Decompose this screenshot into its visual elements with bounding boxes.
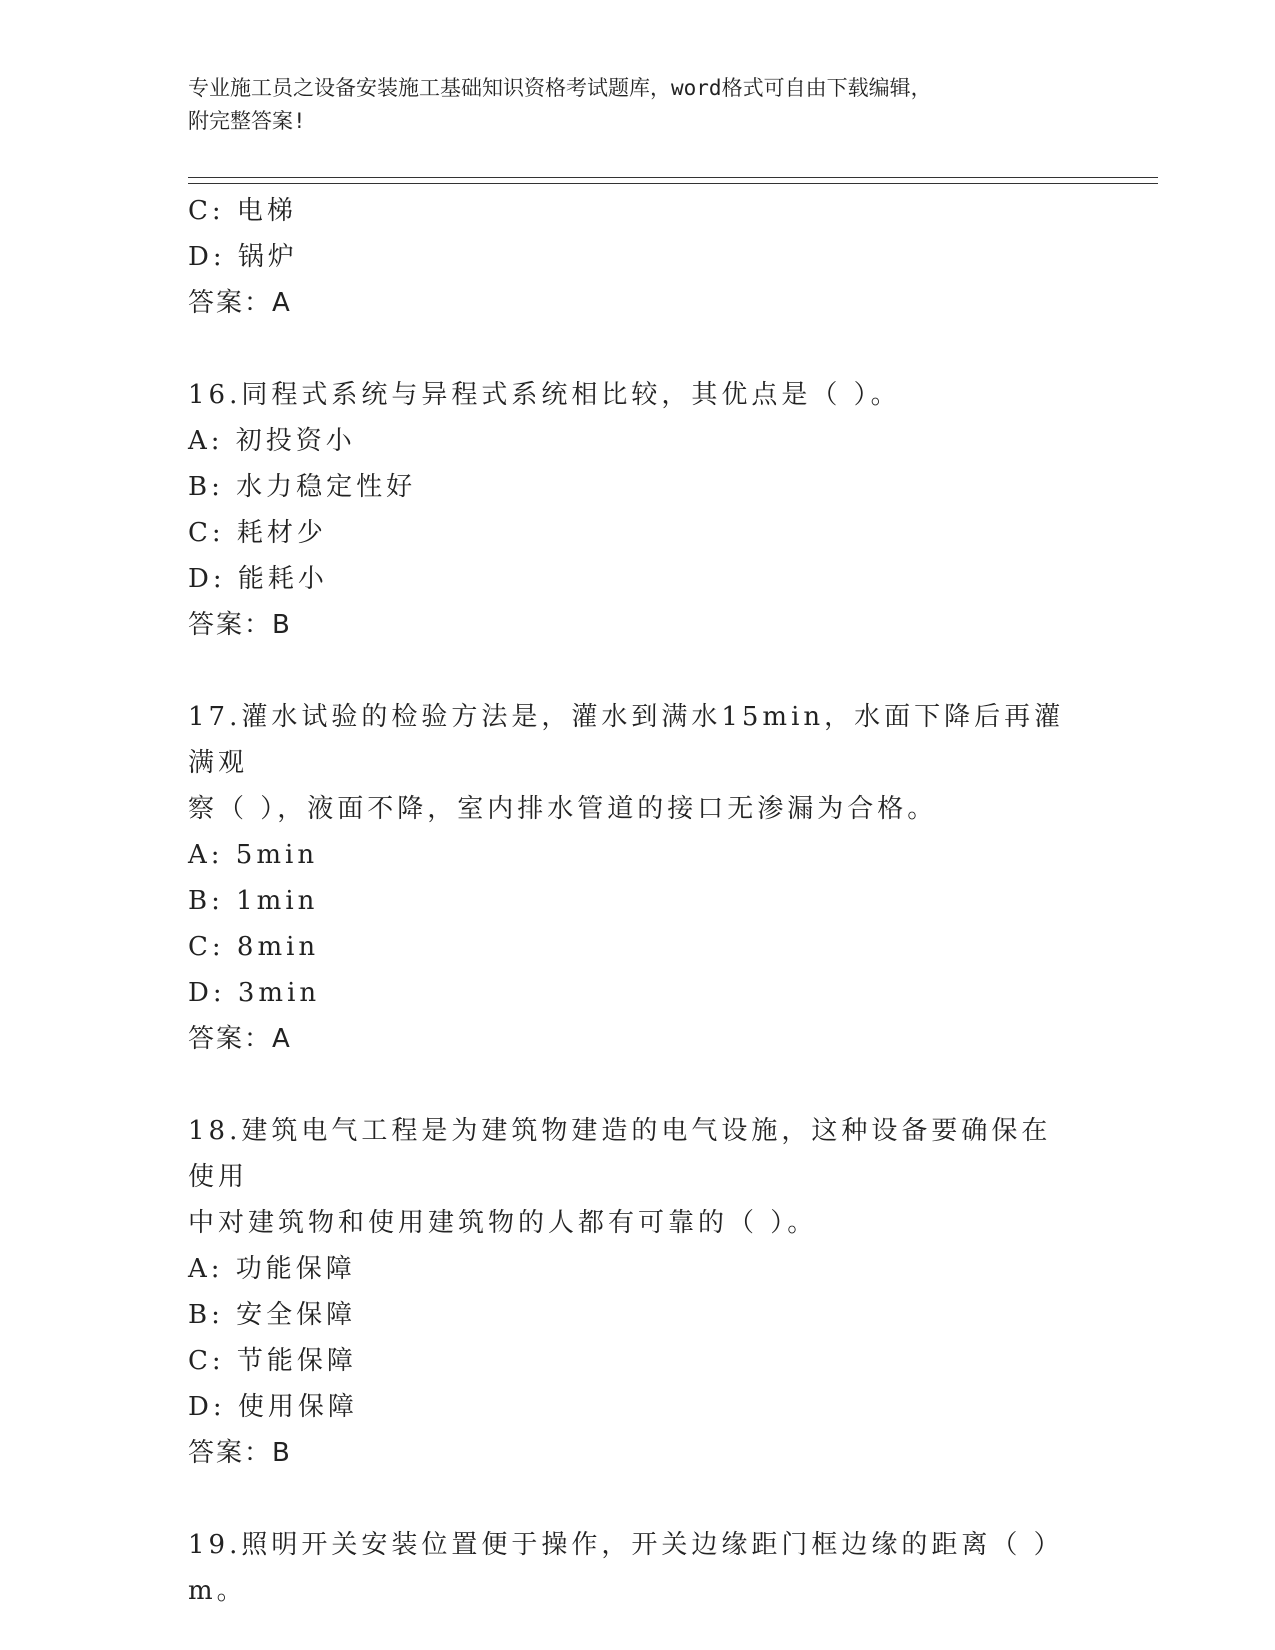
- document-header: [188, 72, 1088, 138]
- header-divider-top: [188, 177, 1158, 178]
- option-b: B: 1min: [188, 886, 319, 916]
- option-c: C: 8min: [188, 932, 320, 962]
- question-text-continued: 察（ ），液面不降，室内排水管道的接口无渗漏为合格。: [188, 794, 938, 824]
- option-a: A: 初投资小: [188, 426, 356, 456]
- question-text: 18.建筑电气工程是为建筑物建造的电气设施，这种设备要确保在使用: [188, 1116, 1052, 1192]
- option-c: C: 节能保障: [188, 1346, 357, 1376]
- answer: 答案：B: [188, 1438, 292, 1468]
- option-b: B: 水力稳定性好: [188, 472, 417, 502]
- question-text: 19.照明开关安装位置便于操作，开关边缘距门框边缘的距离（ ）m。: [188, 1530, 1064, 1606]
- answer: 答案：B: [188, 610, 292, 640]
- option-a: A: 5min: [188, 840, 319, 870]
- option-d: D: 3min: [188, 978, 321, 1008]
- question-text: 17.灌水试验的检验方法是，灌水到满水15min，水面下降后再灌满观: [188, 702, 1065, 778]
- option-c: C: 耗材少: [188, 518, 327, 548]
- header-line-1: 专业施工员之设备安装施工基础知识资格考试题库，word格式可自由下载编辑，: [188, 76, 932, 100]
- option-a: A: 功能保障: [188, 1254, 356, 1284]
- answer: 答案：A: [188, 1024, 292, 1054]
- question-text: 16.同程式系统与异程式系统相比较，其优点是（ ）。: [188, 380, 901, 410]
- option-d: D: 锅炉: [188, 242, 298, 272]
- option-c: C: 电梯: [188, 196, 297, 226]
- question-19: [188, 1522, 1088, 1614]
- header-line-2: 附完整答案!: [188, 109, 306, 133]
- question-text-continued: 中对建筑物和使用建筑物的人都有可靠的（ ）。: [188, 1208, 818, 1238]
- answer: 答案：A: [188, 288, 292, 318]
- question-18: [188, 1108, 1088, 1476]
- continued-question: [188, 188, 1088, 326]
- option-b: B: 安全保障: [188, 1300, 357, 1330]
- question-list: [188, 188, 1088, 1614]
- question-17: [188, 694, 1088, 1062]
- option-d: D: 使用保障: [188, 1392, 358, 1422]
- question-16: [188, 372, 1088, 648]
- header-divider-bottom: [188, 183, 1158, 184]
- option-d: D: 能耗小: [188, 564, 328, 594]
